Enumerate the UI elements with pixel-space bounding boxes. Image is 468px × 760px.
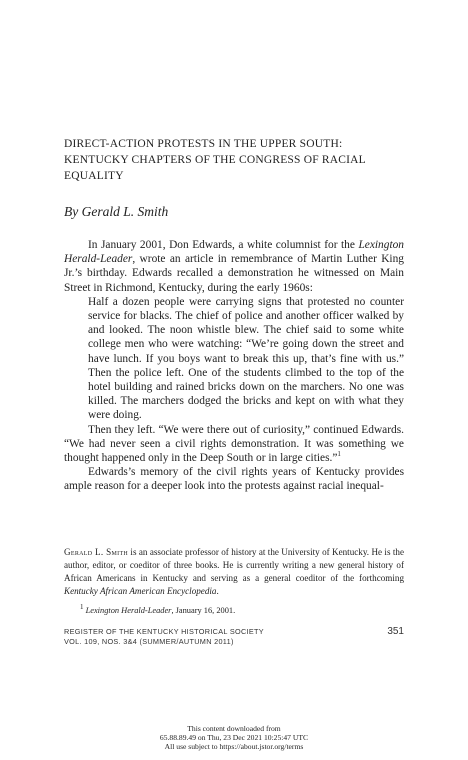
article-body <box>64 238 404 494</box>
article-title <box>64 136 414 184</box>
journal-name: REGISTER OF THE KENTUCKY HISTORICAL SOCIETY <box>64 627 264 636</box>
download-terms-link[interactable]: All use subject to https://about.jstor.org/terms <box>164 742 304 751</box>
paragraph-3: Edwards’s memory of the civil rights years of Kentucky provides ample reason for a deeper look into the protests against racial inequal- <box>64 466 404 493</box>
bio-text-a: is an associate professor of history at the University of Kentucky. He is the author, editor, or coeditor of three books. He is currently writing a new general history of African Americans in Kentucky and serving as a general coeditor of the forthcoming <box>64 547 404 583</box>
author-byline: By Gerald L. Smith <box>64 204 169 219</box>
footnote <box>80 605 410 617</box>
paragraph-1 <box>64 238 404 295</box>
title-line-1: DIRECT-ACTION PROTESTS IN THE UPPER SOUTH: <box>64 138 343 150</box>
paragraph-1-text-c: , wrote an article in remembrance of Martin Luther King Jr.’s birthday. Edwards recalled a demonstration he witnessed on Main Street in Richmond, Kentucky, during the early 1960s: <box>64 253 404 294</box>
page-number: 351 <box>387 626 404 637</box>
download-line-2: 65.88.89.49 on Thu, 23 Dec 2021 10:25:47 UTC <box>159 733 309 742</box>
title-line-2: KENTUCKY CHAPTERS OF THE CONGRESS OF RACIAL <box>64 154 366 166</box>
paragraph-2-text: Then they left. “We were there out of curiosity,” continued Edwards. “We had never seen a civil rights demonstration. It was something we thought happened only in the Deep South or in large cities.” <box>64 423 404 465</box>
journal-footer <box>64 627 404 647</box>
journal-volume: VOL. 109, NOS. 3&4 (SUMMER/AUTUMN 2011) <box>64 637 234 646</box>
footnote-reference[interactable]: 1 <box>337 450 341 459</box>
footnote-date: , January 16, 2001. <box>171 606 236 615</box>
author-bio <box>64 546 404 598</box>
block-quote: Half a dozen people were carrying signs that protested no counter service for blacks. The chief of police and another officer walked by and looked. The noon whistle blew. The chief said to some white college men who were watching: “We’re going down the street and have lunch. If you boys want to break this up, that’s fine with us.” Then the police left. One of the students climbed to the top of the hotel building and rained bricks down on the marchers. No one was killed. The marchers dodged the bricks and kept on with what they were doing. <box>88 295 404 422</box>
title-line-3: EQUALITY <box>64 170 124 182</box>
bio-author-name: Gerald L. Smith <box>64 547 129 557</box>
download-line-1: This content downloaded from <box>187 724 281 733</box>
footnote-source: Lexington Herald-Leader <box>85 606 172 615</box>
bio-text-b: . <box>216 586 219 596</box>
download-notice <box>0 724 468 751</box>
bio-book-title: Kentucky African American Encyclopedia <box>64 586 217 596</box>
newspaper-title: Lexington Herald-Leader <box>64 239 404 266</box>
footnote-mark: 1 <box>80 603 84 612</box>
paragraph-2 <box>64 423 404 466</box>
paragraph-1-text-a: In January 2001, Don Edwards, a white columnist for the <box>88 239 359 251</box>
